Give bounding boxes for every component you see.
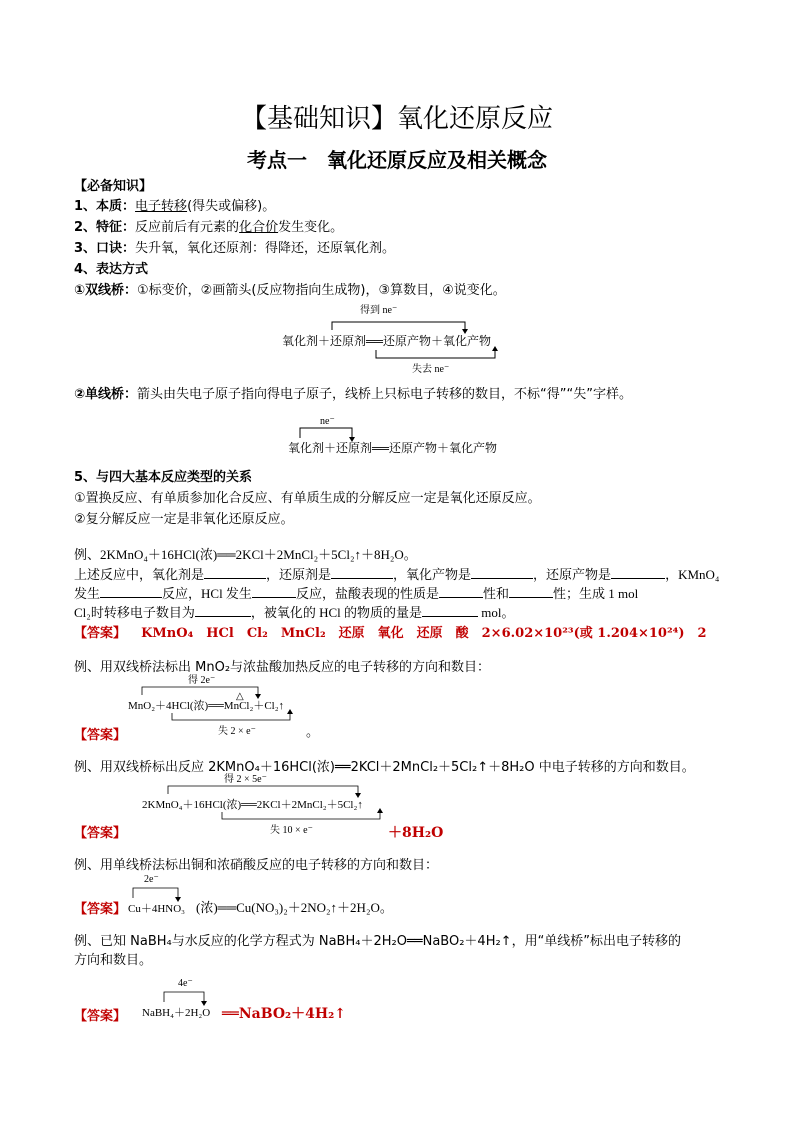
example-1-answer <box>74 622 707 641</box>
example-4-diagram <box>126 872 206 916</box>
example-3-answer-label: 【答案】 <box>74 826 127 841</box>
ex3-top-arrow <box>168 786 358 794</box>
diagram-single-top: ne⁻ <box>320 416 335 427</box>
ex1-text: ，被氧化的 HCl 的物质的量是 <box>250 605 422 620</box>
ex4-equation-a: Cu＋4HNO₃ <box>128 903 186 915</box>
ex1-text: 发生 <box>74 586 101 601</box>
item-1-text: (得失或偏移)。 <box>187 199 276 214</box>
ex1-text: ，KMnO₄ <box>665 567 720 582</box>
ex3-bottom-label: 失 10 × e⁻ <box>270 825 313 836</box>
item-4-1-text: ①标变价，②画箭头(反应物指向生成物)，③算数目，④说变化。 <box>137 283 506 298</box>
section-head: 【必备知识】 <box>74 179 153 194</box>
ex1-text: ，氧化产物是 <box>393 567 472 582</box>
ex4-top-label: 2e⁻ <box>144 874 159 885</box>
ex1-text: ，还原产物是 <box>533 567 612 582</box>
ex5-arrow <box>164 992 204 1002</box>
ex3-equation: 2KMnO₄＋16HCl(浓)══2KCl＋2MnCl₂＋5Cl₂↑ <box>142 799 363 811</box>
answer-blank[interactable] <box>252 585 296 598</box>
example-5-answer-label: 【答案】 <box>74 1009 127 1024</box>
example-3-extra: ＋8H₂O <box>388 825 444 841</box>
example-1-line-4 <box>74 604 514 621</box>
example-5-equation-b: ══NaBO₂＋4H₂↑ <box>222 1006 346 1022</box>
item-4-2 <box>74 386 632 403</box>
example-5-question-2: 方向和数目。 <box>74 953 153 968</box>
ex2-top-arrowhead <box>255 694 261 699</box>
example-2-question: 例、用双线桥法标出 MnO₂与浓盐酸加热反应的电子转移的方向和数目： <box>74 660 491 675</box>
example-1-line-3 <box>74 585 638 602</box>
item-4-2-label: ②单线桥： <box>74 387 138 402</box>
item-5-1: ①置换反应、有单质参加化合反应、有单质生成的分解反应一定是氧化还原反应。 <box>74 491 541 506</box>
ex1-text: Cl₂时转移电子数目为 <box>74 605 195 620</box>
item-4-1-label: ①双线桥： <box>74 283 138 298</box>
answer-text: KMnO₄ HCl Cl₂ MnCl₂ 还原 氧化 还原 酸 2×6.02×10²³(或 1.204×10²⁴) 2 <box>141 626 707 641</box>
ex4-arrowhead <box>175 897 181 902</box>
ex1-text: 反应，HCl 发生 <box>162 586 252 601</box>
item-1-label: 1、本质： <box>74 199 136 214</box>
example-4-question: 例、用单线桥法标出铜和浓硝酸反应的电子转移的方向和数目： <box>74 858 439 873</box>
item-5: 5、与四大基本反应类型的关系 <box>74 470 253 485</box>
ex3-bottom-arrowhead <box>377 808 383 813</box>
example-3-question: 例、用双线桥标出反应 2KMnO₄＋16HCl(浓)══2KCl＋2MnCl₂＋5Cl₂↑＋8H₂O 中电子转移的方向和数目。 <box>74 760 695 775</box>
page-title: 【基础知识】氧化还原反应 <box>240 104 553 134</box>
item-4-1 <box>74 282 506 299</box>
item-1 <box>74 198 275 215</box>
item-2-text-b: 发生变化。 <box>278 220 344 235</box>
ex5-equation-a: NaBH₄＋2H₂O <box>142 1007 211 1019</box>
ex4-arrow <box>133 888 178 898</box>
ex1-text: 性和 <box>482 586 509 601</box>
single-bridge-diagram <box>286 414 516 456</box>
ex2-bottom-arrow <box>172 713 290 720</box>
example-4-answer-label: 【答案】 <box>74 902 127 917</box>
example-5-diagram <box>140 976 230 1022</box>
ex2-equation: MnO₂＋4HCl(浓)══MnCl₂＋Cl₂↑ <box>128 700 285 712</box>
ex5-arrowhead <box>201 1001 207 1006</box>
diagram-double-bottom: 失去 ne⁻ <box>412 364 450 375</box>
answer-label: 【答案】 <box>74 626 127 641</box>
ex1-text: 反应，盐酸表现的性质是 <box>295 586 439 601</box>
example-1-question: 例、2KMnO₄＋16HCl(浓)══2KCl＋2MnCl₂＋5Cl₂↑＋8H₂O。 <box>74 547 417 562</box>
example-5-question-1: 例、已知 NaBH₄与水反应的化学方程式为 NaBH₄＋2H₂O══NaBO₂＋4H₂↑，用“单线桥”标出电子转移的 <box>74 934 682 949</box>
diagram-double-top: 得到 ne⁻ <box>360 305 398 316</box>
item-5-2: ②复分解反应一定是非氧化还原反应。 <box>74 512 294 527</box>
item-3 <box>74 240 395 257</box>
item-2-keyword: 化合价 <box>239 220 279 235</box>
ex1-text: ，还原剂是 <box>266 567 332 582</box>
item-4: 4、表达方式 <box>74 262 149 277</box>
ex1-text: 性；生成 1 mol <box>552 586 639 601</box>
answer-blank[interactable] <box>100 585 162 598</box>
diagram-double-top-arrow <box>332 322 465 330</box>
answer-blank[interactable] <box>331 566 393 579</box>
example-3-diagram <box>140 772 390 838</box>
answer-blank[interactable] <box>422 604 478 617</box>
diagram-double-bottom-arrowhead <box>492 346 498 351</box>
example-4-equation-b: (浓)══Cu(NO₃)₂＋2NO₂↑＋2H₂O。 <box>196 900 393 915</box>
item-3-label: 3、口诀： <box>74 241 136 256</box>
answer-blank[interactable] <box>471 566 533 579</box>
ex1-text: mol。 <box>478 605 515 620</box>
ex2-heat-symbol: △ <box>236 691 244 702</box>
diagram-single-equation: 氧化剂＋还原剂══还原产物＋氧化产物 <box>288 441 498 455</box>
ex2-bottom-label: 失 2 × e⁻ <box>218 726 256 737</box>
ex1-text: 上述反应中，氧化剂是 <box>74 567 205 582</box>
diagram-double-bottom-arrow <box>376 350 495 358</box>
ex2-top-label: 得 2e⁻ <box>188 675 216 686</box>
diagram-single-arrow <box>300 428 352 438</box>
item-2 <box>74 219 343 236</box>
example-1-line-2 <box>74 566 719 583</box>
ex3-top-label: 得 2 × 5e⁻ <box>224 774 267 785</box>
answer-blank[interactable] <box>204 566 266 579</box>
item-3-text: 失升氧，氧化还原剂：得降还，还原氧化剂。 <box>135 241 396 256</box>
double-bridge-diagram <box>280 302 520 376</box>
ex2-bottom-arrowhead <box>287 709 293 714</box>
ex3-top-arrowhead <box>355 793 361 798</box>
page-subtitle: 考点一 氧化还原反应及相关概念 <box>247 148 547 172</box>
example-2-diagram <box>126 673 336 739</box>
answer-blank[interactable] <box>439 585 483 598</box>
answer-blank[interactable] <box>509 585 553 598</box>
answer-blank[interactable] <box>611 566 665 579</box>
example-2-answer-label: 【答案】 <box>74 728 127 743</box>
example-2-tail: 。 <box>306 725 320 740</box>
answer-blank[interactable] <box>195 604 251 617</box>
item-1-keyword: 电子转移 <box>135 199 188 214</box>
item-4-2-text: 箭头由失电子原子指向得电子原子，线桥上只标电子转移的数目，不标“得”“失”字样。 <box>137 387 632 402</box>
item-2-label: 2、特征： <box>74 220 136 235</box>
item-2-text-a: 反应前后有元素的 <box>135 220 240 235</box>
diagram-double-equation: 氧化剂＋还原剂══还原产物＋氧化产物 <box>282 334 492 348</box>
ex3-bottom-arrow <box>222 812 380 819</box>
ex5-top-label: 4e⁻ <box>178 978 193 989</box>
